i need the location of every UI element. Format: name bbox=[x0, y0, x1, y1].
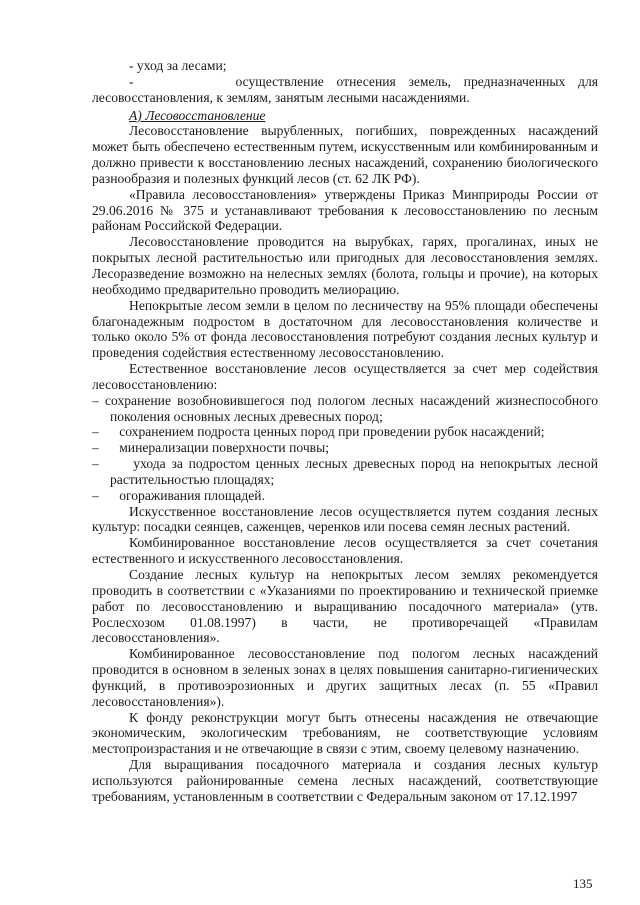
paragraph: Естественное восстановление лесов осуществляется за счет мер содействия лесовосстановлению: bbox=[92, 361, 598, 392]
paragraph: Комбинированное лесовосстановление под пологом лесных насаждений проводится в основном в зеленых зонах в целях повышения санитарно-гигиенических функций, в противоэрозионных и других защитных лесах (п. 55 «Правил лесовосстановления»). bbox=[92, 646, 598, 709]
paragraph: Искусственное восстановление лесов осуществляется путем создания лесных культур: посадки сеянцев, саженцев, черенков или посева семян лесных растений. bbox=[92, 503, 598, 535]
paragraph: Лесовосстановление проводится на вырубках, гарях, прогалинах, иных не покрытых лесной растительностью или пригодных для лесовосстановления землях. Лесоразведение возможно на нелесных землях (болота, гольцы и прочие), на которых необходимо предварительно проводить мелиорацию. bbox=[92, 234, 598, 297]
paragraph: К фонду реконструкции могут быть отнесены насаждения не отвечающие экономическим, экологическим требованиям, не соответствующие условиям местопроизрастания и не отвечающие в связи с этим, своему целевому назначению. bbox=[92, 709, 598, 757]
list-item: – сохранением подроста ценных пород при проведении рубок насаждений; bbox=[92, 424, 545, 440]
paragraph: Создание лесных культур на непокрытых лесом землях рекомендуется проводить в соответствии с «Указаниями по проектированию и технической приемке работ по лесовосстановлению и выращиванию посадочного материала» (утв. Рослесхозом 01.08.1997) в части, не противоречащей «Правилам лесовосстановления». bbox=[92, 567, 598, 646]
list-item: – ухода за подростом ценных лесных древесных пород на непокрытых лесной растительностью площадях; bbox=[92, 456, 598, 487]
list-item: – огораживания площадей. bbox=[92, 487, 265, 503]
paragraph: Для выращивания посадочного материала и создания лесных культур используются районированные семена лесных насаждений, соответствующие требованиям, установленным в соответствии с Федеральным законом от 17.12.1997 bbox=[92, 757, 598, 804]
paragraph: Непокрытые лесом земли в целом по лесничеству на 95% площади обеспечены благонадежным подростом в достаточном для лесовосстановления количестве и только около 5% от фонда лесовосстановления потребуют создания лесных культур и проведения содействия естественному лесовосстановлению. bbox=[92, 297, 598, 361]
list-item-forest-care: - уход за лесами; bbox=[129, 58, 227, 73]
section-heading: А) Лесовосстановление bbox=[129, 107, 266, 123]
list-item: – минерализации поверхности почвы; bbox=[92, 440, 329, 456]
paragraph: «Правила лесовосстановления» утверждены Приказ Минприроды России от 29.06.2016 № 375 и устанавливают требования к лесовосстановлению по лесным районам Российской Федерации. bbox=[92, 186, 598, 234]
page-content bbox=[92, 58, 598, 805]
list-item: – сохранение возобновившегося под пологом лесных насаждений жизнеспособного поколения основных лесных древесных пород; bbox=[92, 392, 598, 424]
page-number: 135 bbox=[573, 876, 593, 891]
paragraph: Лесовосстановление вырубленных, погибших, поврежденных насаждений может быть обеспечено естественным путем, искусственным или комбинированным и должно привести к восстановлению лесных насаждений, сохранению биологического разнообразия и полезных функций лесов (ст. 62 ЛК РФ). bbox=[92, 123, 598, 186]
paragraph: Комбинированное восстановление лесов осуществляется за счет сочетания естественного и искусственного лесовосстановления. bbox=[92, 535, 598, 567]
list-item-land-assignment: - осуществление отнесения земель, предназначенных для лесовосстановления, к землям, занятым лесными насаждениями. bbox=[92, 73, 598, 105]
